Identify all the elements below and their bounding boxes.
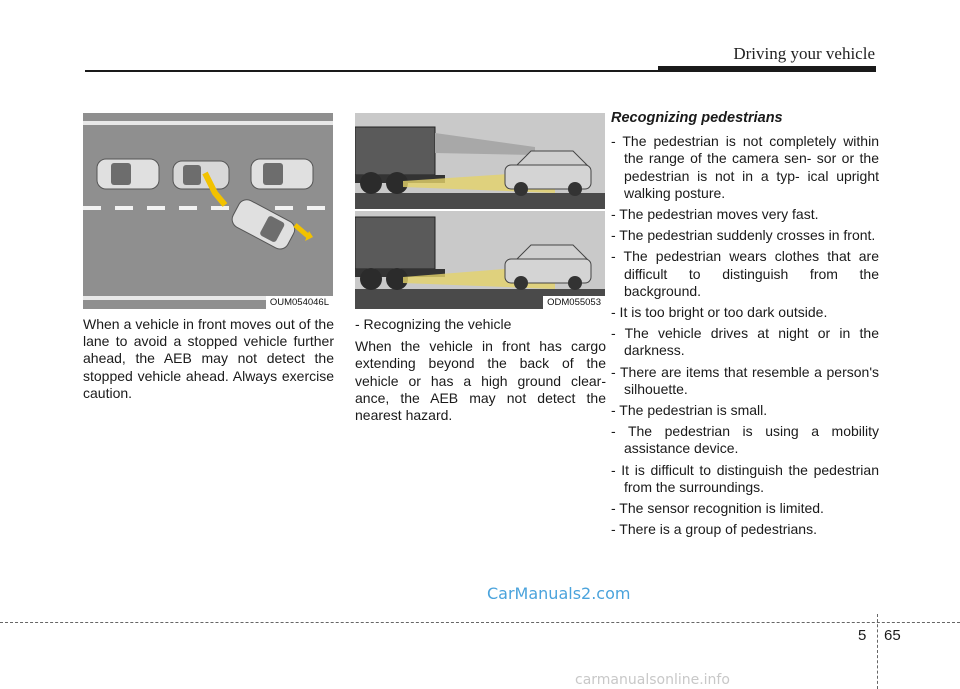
list-item: - The pedestrian moves very fast. [611, 206, 819, 223]
figure-cargo-vehicle [355, 113, 605, 309]
vehicle-ahead [251, 159, 313, 189]
column-1-text [83, 316, 334, 407]
watermark-link[interactable]: CarManuals2.com [487, 584, 631, 603]
figure-label: ODM055053 [543, 296, 605, 309]
figure-label: OUM054046L [266, 296, 333, 309]
column-2-text [355, 316, 606, 429]
stopped-vehicle [97, 159, 159, 189]
list-item: - The pedestrian wears clothes that are difficult to distinguish from the background. [611, 248, 879, 299]
header-rule-accent [658, 66, 876, 72]
own-vehicle [173, 161, 229, 189]
list-item: - The pedestrian is small. [611, 402, 768, 419]
chapter-number: 5 [858, 627, 867, 644]
figure-lane-change [83, 113, 333, 309]
page-number: 65 [884, 627, 901, 644]
column-3-text [611, 110, 879, 542]
footer-rule [0, 622, 960, 623]
lane-change-illustration [83, 113, 333, 309]
pedestrian-list [611, 133, 879, 538]
list-item: - The pedestrian is not completely within the range of the camera sen- sor or the pedestrian is not in a typ- ical upright walking posture. [611, 133, 879, 201]
list-item: - The pedestrian is using a mobility assistance device. [611, 423, 879, 457]
list-item: - The vehicle drives at night or in the darkness. [611, 325, 879, 359]
header-rule [85, 70, 660, 72]
list-item: - There are items that resemble a person's silhouette. [611, 363, 879, 397]
footer-site-watermark: carmanualsonline.info [575, 672, 730, 688]
list-item: - It is difficult to distinguish the pedestrian from the surroundings. [611, 461, 879, 495]
lane-change-paragraph: When a vehicle in front moves out of the lane to avoid a stopped vehicle further ahead, the AEB may not detect the stopped vehicle ahead. Always exercise caution. [83, 316, 334, 401]
list-item: - It is too bright or too dark outside. [611, 304, 828, 321]
list-item: - The pedestrian suddenly crosses in front. [611, 227, 876, 244]
pedestrian-heading: Recognizing pedestrians [611, 110, 783, 126]
list-item: - There is a group of pedestrians. [611, 521, 817, 538]
section-title: Driving your vehicle [733, 44, 875, 63]
recognizing-vehicle-item: - Recognizing the vehicle [355, 316, 512, 332]
cargo-paragraph: When the vehicle in front has cargo extending beyond the back of the vehicle or has a high ground clear- ance, the AEB may not detect the nearest hazard. [355, 338, 606, 424]
list-item: - The sensor recognition is limited. [611, 500, 824, 517]
footer-divider [877, 614, 878, 689]
cargo-vehicle-illustration [355, 113, 605, 309]
